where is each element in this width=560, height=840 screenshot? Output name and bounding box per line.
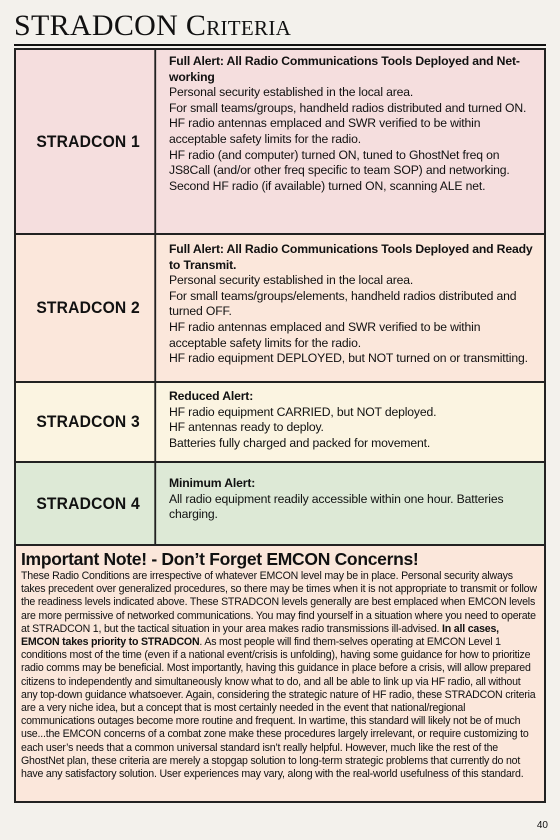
stradcon-label: STRADCON 3 [22, 383, 156, 461]
stradcon-table [14, 48, 546, 546]
criteria-item: Personal security established in the local area. [169, 85, 414, 100]
stradcon-criteria [162, 50, 544, 233]
stradcon-criteria [162, 463, 544, 544]
stradcon-row-4 [16, 463, 544, 544]
criteria-item: HF radio antennas emplaced and SWR verified to be within acceptable safety limits for the radio. [169, 319, 481, 350]
stradcon-label: STRADCON 4 [22, 463, 156, 544]
stradcon-criteria [162, 235, 544, 381]
alert-title: Full Alert: All Radio Communications Tools Deployed and Ready to Transmit. [169, 242, 533, 272]
title-rule [14, 44, 546, 46]
criteria-item: HF radio equipment DEPLOYED, but NOT turned on or transmitting. [169, 351, 528, 366]
stradcon-label: STRADCON 2 [22, 235, 156, 381]
stradcon-criteria [162, 383, 544, 461]
criteria-item: Second HF radio (if available) turned ON, scanning ALE net. [169, 178, 486, 193]
note-text-bold: In all cases, EMCON takes priority to STRADCON [21, 622, 499, 649]
note-title: Important Note! - Don’t Forget EMCON Concerns! [21, 549, 419, 569]
criteria-item: HF radio equipment CARRIED, but NOT deployed. [169, 404, 437, 419]
stradcon-row-1 [16, 50, 544, 235]
criteria-item: All radio equipment readily accessible within one hour. Batteries charging. [169, 491, 504, 522]
criteria-item: HF radio antennas emplaced and SWR verified to be within acceptable safety limits for the radio. [169, 116, 481, 146]
note-text-part-1: These Radio Conditions are irrespective of whatever EMCON level may be in place. Personal security always takes precedent over generalized procedures, so there may be times when it is not appropriate to transmit or follow the readiness levels indicated above. These STRADCON levels generally are best emplaced when EMCON levels are more permissive of networked communications. You may find yourself in a situation where you need to operate at STRADCON 1, but the tactical situation in your area makes radio transmissions ill-advised. [21, 570, 537, 635]
criteria-item: Personal security established in the local area. [169, 273, 414, 288]
stradcon-row-3 [16, 383, 544, 463]
page-title-sub: Criteria [185, 9, 292, 42]
alert-title: Reduced Alert: [169, 389, 254, 403]
alert-title: Full Alert: All Radio Communications Tools Deployed and Net-working [169, 54, 520, 84]
note-text [21, 570, 539, 781]
criteria-item: Batteries fully charged and packed for movement. [169, 435, 431, 450]
criteria-item: HF radio (and computer) turned ON, tuned to GhostNet freq on JS8Call (and/or other freq specific to team SOP) and networking. [169, 147, 510, 178]
stradcon-label: STRADCON 1 [22, 50, 156, 233]
page-number: 40 [536, 820, 548, 831]
note-text-part-2: . As most people will find them-selves operating at EMCON Level 1 conditions most of the time (even if a national event/crisis is unfolding), having some guidance for how to prioritize radio comms may be beneficial. Most importantly, having this guidance in place before a crisis, will allow prepared citizens to independently and simultaneously know what to do, and all be able to link up via HF radio, all without any top-down guidance whatsoever. Again, considering the strategic nature of HF radio, these STRADCON criteria are a very niche idea, but a concept that is most certainly needed in the event that national/regional communications outages become more routine and frequent. In wartime, this standard will likely not be of much use...the EMCON concerns of a combat zone make these procedures largely irrelevant, or require customizing to each user’s needs that a common universal standard isn’t really helpful. However, much like the rest of the GhostNet plan, these criteria are merely a stopgap solution to long-term strategic problems that currently do not have any satisfactory solution. User experiences may vary, along with the real-world usefulness of this standard. [21, 636, 536, 781]
criteria-item: For small teams/groups/elements, handheld radios distributed and turned OFF. [169, 288, 517, 319]
emcon-note-box [14, 544, 546, 803]
alert-title: Minimum Alert: [169, 476, 256, 490]
page-title [14, 8, 291, 44]
criteria-item: HF antennas ready to deploy. [169, 420, 324, 435]
page-title-main: STRADCON [14, 9, 186, 42]
stradcon-row-2 [16, 235, 544, 383]
criteria-item: For small teams/groups, handheld radios distributed and turned ON. [169, 100, 527, 115]
